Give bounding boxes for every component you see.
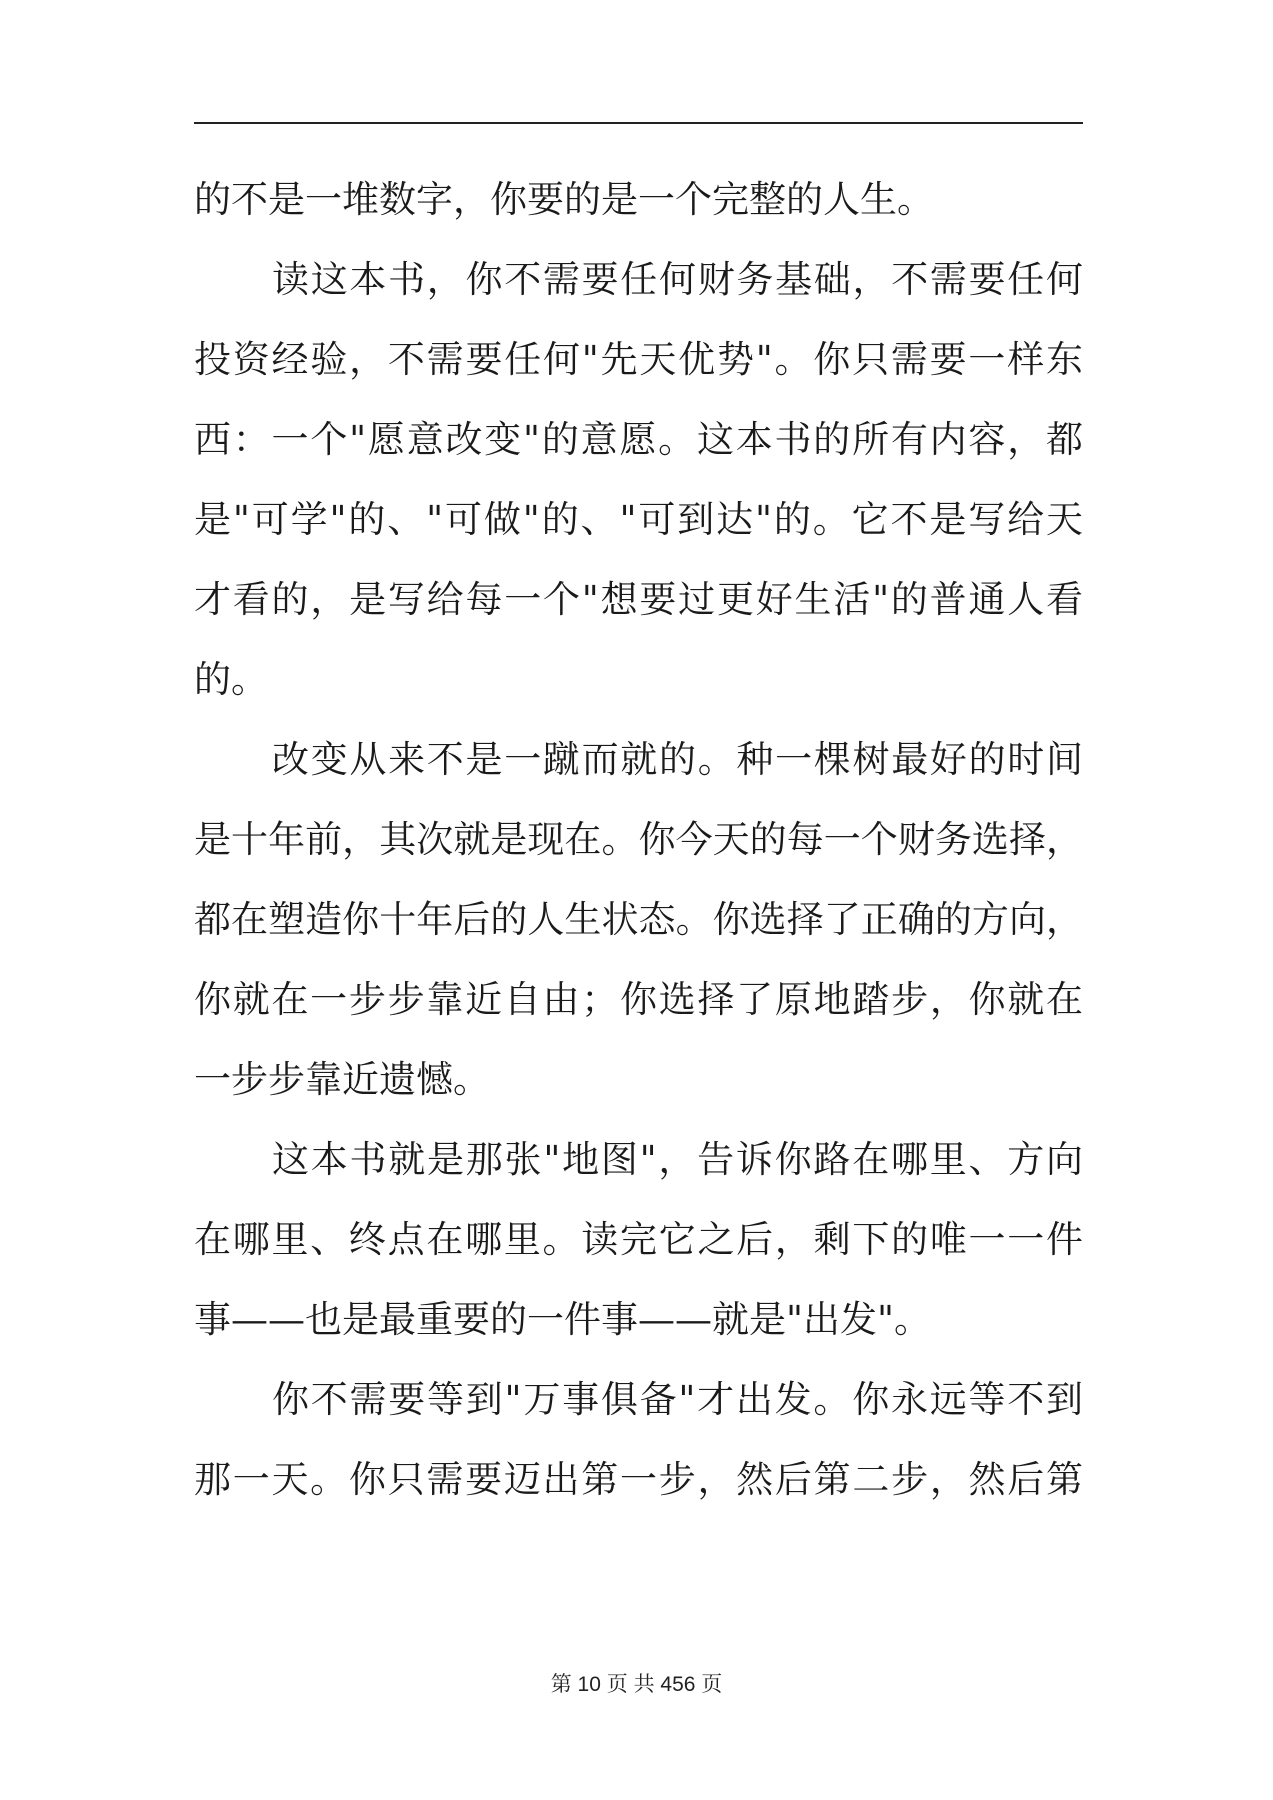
text-line: 你就在一步步靠近自由；你选择了原地踏步，你就在 (194, 978, 1083, 1021)
text-line: 这本书就是那张"地图"，告诉你路在哪里、方向 (272, 1138, 1083, 1181)
text-line: 一步步靠近遗憾。 (194, 1058, 490, 1101)
text-line: 是十年前，其次就是现在。你今天的每一个财务选择， (194, 818, 1083, 861)
text-line: 在哪里、终点在哪里。读完它之后，剩下的唯一一件 (194, 1218, 1083, 1261)
text-line: 的。 (194, 658, 268, 701)
text-line: 西：一个"愿意改变"的意愿。这本书的所有内容，都 (194, 418, 1083, 461)
text-line: 投资经验，不需要任何"先天优势"。你只需要一样东 (194, 338, 1083, 381)
text-line: 改变从来不是一蹴而就的。种一棵树最好的时间 (272, 738, 1083, 781)
text-line: 你不需要等到"万事俱备"才出发。你永远等不到 (272, 1378, 1083, 1421)
body-text (194, 160, 1083, 1520)
text-line: 都在塑造你十年后的人生状态。你选择了正确的方向， (194, 898, 1083, 941)
text-line: 那一天。你只需要迈出第一步，然后第二步，然后第 (194, 1458, 1083, 1501)
text-line: 读这本书，你不需要任何财务基础，不需要任何 (272, 258, 1083, 301)
text-line: 的不是一堆数字，你要的是一个完整的人生。 (194, 178, 934, 221)
text-line: 才看的，是写给每一个"想要过更好生活"的普通人看 (194, 578, 1083, 621)
header-rule (194, 122, 1083, 124)
page-number-footer: 第 10 页 共 456 页 (550, 1673, 723, 1696)
text-line: 是"可学"的、"可做"的、"可到达"的。它不是写给天 (194, 498, 1083, 541)
text-line: 事——也是最重要的一件事——就是"出发"。 (194, 1298, 932, 1341)
